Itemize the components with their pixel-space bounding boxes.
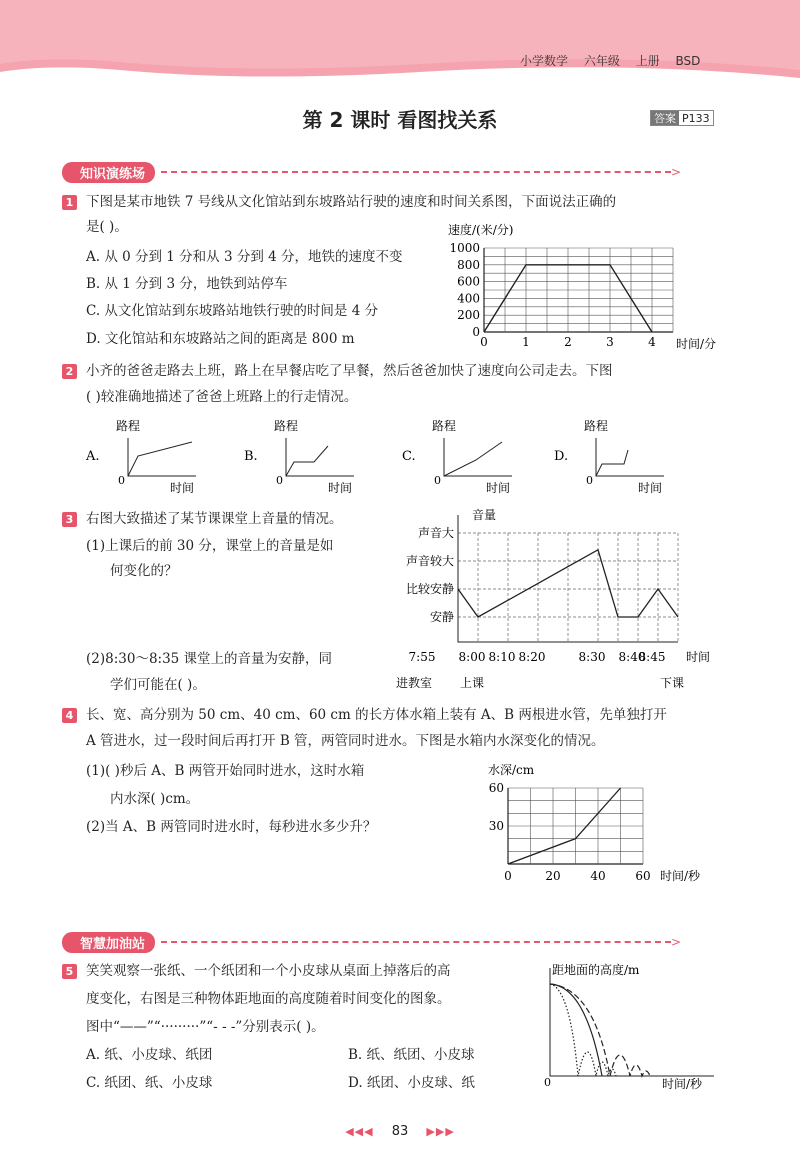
q4-text-cont: A 管进水，过一段时间后再打开 B 管，两管同时进水。下图是水箱内水深变化的情况。 [86, 733, 605, 749]
graph-label-c: C. [402, 449, 416, 464]
graph-xlabel: 时间 [638, 481, 663, 495]
y-tick-label: 1000 [449, 241, 480, 255]
q5-text-cont: 度变化，右图是三种物体距地面的高度随着时间变化的图象。 [86, 991, 451, 1007]
graph-origin: 0 [434, 474, 441, 487]
dashed-curve [550, 984, 650, 1076]
chart3-xlabel: 时间/秒 [660, 869, 701, 883]
x-tick-label: 2 [564, 335, 572, 349]
graph-origin: 0 [118, 474, 125, 487]
page-footer [0, 1124, 800, 1139]
q1-option-a[interactable]: A. 从 0 分到 1 分和从 3 分到 4 分，地铁的速度不变 [86, 249, 403, 265]
book-info [520, 52, 712, 69]
graph-xlabel: 时间 [486, 481, 511, 495]
y-tick-label: 60 [488, 781, 504, 795]
chart4-ylabel: 距地面的高度/m [552, 963, 640, 977]
page-number: 83 [391, 1124, 409, 1139]
volume-chart [388, 505, 728, 695]
q3-sub1-cont: 何变化的？ [110, 563, 178, 579]
x-tick-label: 8:40 [618, 650, 646, 664]
graph-ylabel: 路程 [432, 419, 457, 433]
section-label: 知识演练场 [62, 162, 155, 183]
graph-ylabel: 路程 [584, 419, 609, 433]
graph-origin: 0 [586, 474, 593, 487]
chart3-xticks [504, 869, 650, 883]
x-tick-label: 4 [648, 335, 656, 349]
chart3-yticks [489, 781, 504, 833]
graph-label-a: A. [86, 449, 100, 464]
q5-option-a[interactable]: A. 纸、小皮球、纸团 [86, 1047, 213, 1063]
question-number: 4 [62, 708, 77, 723]
subject: 小学数学 [520, 54, 569, 68]
chart1-xticks [480, 335, 656, 349]
x-tick-label: 3 [606, 335, 614, 349]
graph-label-b: B. [244, 449, 258, 464]
y-tick-label: 600 [457, 274, 480, 289]
x-tick-label: 1 [522, 335, 530, 349]
q3-sub1: (1)上课后的前 30 分，课堂上的音量是如 [86, 538, 334, 554]
page-title: 第 2 课时 看图找关系 [302, 108, 498, 132]
x-tick-label: 8:20 [518, 650, 546, 664]
x-tick-label: 0 [504, 869, 512, 883]
graph-xlabel: 时间 [170, 481, 195, 495]
q3-text: 右图大致描述了某节课课堂上音量的情况。 [86, 511, 343, 527]
y-tick-label: 0 [472, 325, 480, 339]
chart2-xlabel: 时间 [686, 650, 711, 664]
y-tick-label: 声音大 [417, 526, 454, 540]
question-number: 1 [62, 195, 77, 210]
section-label: 智慧加油站 [62, 932, 155, 953]
q4-sub1-cont: 内水深( )cm。 [110, 791, 200, 807]
graph-option-a[interactable] [85, 419, 196, 495]
q2-text: 小齐的爸爸走路去上班，路上在早餐店吃了早餐，然后爸爸加快了速度向公司走去。下图 [86, 363, 613, 379]
x-tick-label: 8:10 [488, 650, 516, 664]
solid-curve [550, 984, 602, 1076]
chart4-origin: 0 [544, 1076, 551, 1089]
next-arrows: ▶▶▶ [426, 1125, 455, 1138]
water-depth-chart [470, 760, 730, 888]
q1-text: 下图是某市地铁 7 号线从文化馆站到东坡路站行驶的速度和时间关系图，下面说法正确的 [86, 194, 617, 210]
graph-label-d: D. [554, 449, 569, 464]
question-number: 2 [62, 364, 77, 379]
x-tick-label: 20 [545, 869, 561, 883]
section-header-advanced [62, 932, 681, 952]
q2-graphs [80, 412, 700, 500]
chart4-xlabel: 时间/秒 [662, 1077, 703, 1091]
chart2-ylabel: 音量 [472, 508, 497, 522]
graph-ylabel: 路程 [116, 419, 141, 433]
chart3-ylabel: 水深/cm [488, 763, 535, 777]
y-tick-label: 安静 [429, 610, 454, 624]
graph-origin: 0 [276, 474, 283, 487]
y-tick-label: 200 [457, 308, 480, 323]
x-tick-label: 0 [480, 335, 488, 349]
x-tick-label: 60 [635, 869, 651, 883]
chart1-yticks [449, 241, 480, 339]
q3-sub2: (2)8:30～8:35 课堂上的音量为安静，同 [86, 651, 333, 667]
q5-text: 笑笑观察一张纸、一个纸团和一个小皮球从桌面上掉落后的高 [86, 963, 451, 979]
graph-option-d[interactable] [554, 419, 664, 495]
x-tick-label: 8:00 [458, 650, 486, 664]
q2-text-cont: ( )较准确地描述了爸爸上班路上的行走情况。 [86, 389, 358, 405]
chart1-xlabel: 时间/分 [676, 337, 717, 351]
y-tick-label: 400 [457, 291, 480, 306]
section-header-practice [62, 162, 681, 182]
q5-text-cont2: 图中“——”“·········”“- - -”分别表示( )。 [86, 1019, 325, 1035]
bottom-label-class: 上课 [460, 676, 485, 690]
height-time-chart [538, 958, 728, 1093]
q4-sub2: (2)当 A、B 两管同时进水时，每秒进水多少升？ [86, 819, 377, 835]
q1-option-c[interactable]: C. 从文化馆站到东坡路站地铁行驶的时间是 4 分 [86, 303, 379, 319]
x-tick-label: 8:45 [638, 650, 666, 664]
y-tick-label: 800 [457, 257, 480, 272]
grade: 六年级 [583, 54, 620, 68]
chart2-yticks [406, 525, 454, 624]
volume: 上册 [635, 54, 660, 68]
graph-option-c[interactable] [402, 419, 512, 495]
y-tick-label: 声音较大 [405, 554, 454, 568]
answer-ref[interactable] [650, 110, 714, 126]
dotted-curve [550, 984, 616, 1076]
chevron-right-icon: > [671, 935, 682, 949]
q5-option-b[interactable]: B. 纸、纸团、小皮球 [348, 1047, 475, 1063]
x-tick-label: 7:55 [408, 650, 436, 664]
edition: BSD [675, 54, 701, 68]
q4-text: 长、宽、高分别为 50 cm、40 cm、60 cm 的长方体水箱上装有 A、B 两根进水管，先单独打开 [86, 707, 667, 723]
graph-xlabel: 时间 [328, 481, 353, 495]
question-number: 5 [62, 964, 77, 979]
q3-sub2-cont: 学们可能在( )。 [110, 677, 206, 693]
prev-arrows: ◀◀◀ [345, 1125, 374, 1138]
chart2-guides [458, 533, 678, 642]
answer-label: 答案 [651, 111, 679, 125]
chart2-xticks [409, 650, 666, 664]
bottom-label-enter: 进教室 [396, 676, 433, 690]
section-divider [161, 171, 671, 173]
q5-option-d[interactable]: D. 纸团、小皮球、纸 [348, 1075, 475, 1091]
x-tick-label: 8:30 [578, 650, 606, 664]
graph-option-b[interactable] [244, 419, 354, 495]
y-tick-label: 30 [488, 819, 504, 833]
chart1-ylabel: 速度/(米/分) [448, 223, 514, 237]
chart3-grid [508, 788, 643, 864]
x-tick-label: 40 [590, 869, 606, 883]
q1-option-d[interactable]: D. 文化馆站和东坡路站之间的距离是 800 m [86, 331, 355, 347]
bottom-label-end: 下课 [660, 676, 685, 690]
speed-time-chart [440, 220, 730, 355]
graph-ylabel: 路程 [274, 419, 299, 433]
q4-sub1: (1)( )秒后 A、B 两管开始同时进水，这时水箱 [86, 763, 365, 779]
chevron-right-icon: > [671, 165, 682, 179]
question-number: 3 [62, 512, 77, 527]
answer-page: P133 [682, 111, 710, 125]
y-tick-label: 比较安静 [405, 582, 454, 596]
q5-option-c[interactable]: C. 纸团、纸、小皮球 [86, 1075, 213, 1091]
q1-text-cont: 是( )。 [86, 219, 128, 235]
q1-option-b[interactable]: B. 从 1 分到 3 分，地铁到站停车 [86, 276, 288, 292]
section-divider [161, 941, 671, 943]
